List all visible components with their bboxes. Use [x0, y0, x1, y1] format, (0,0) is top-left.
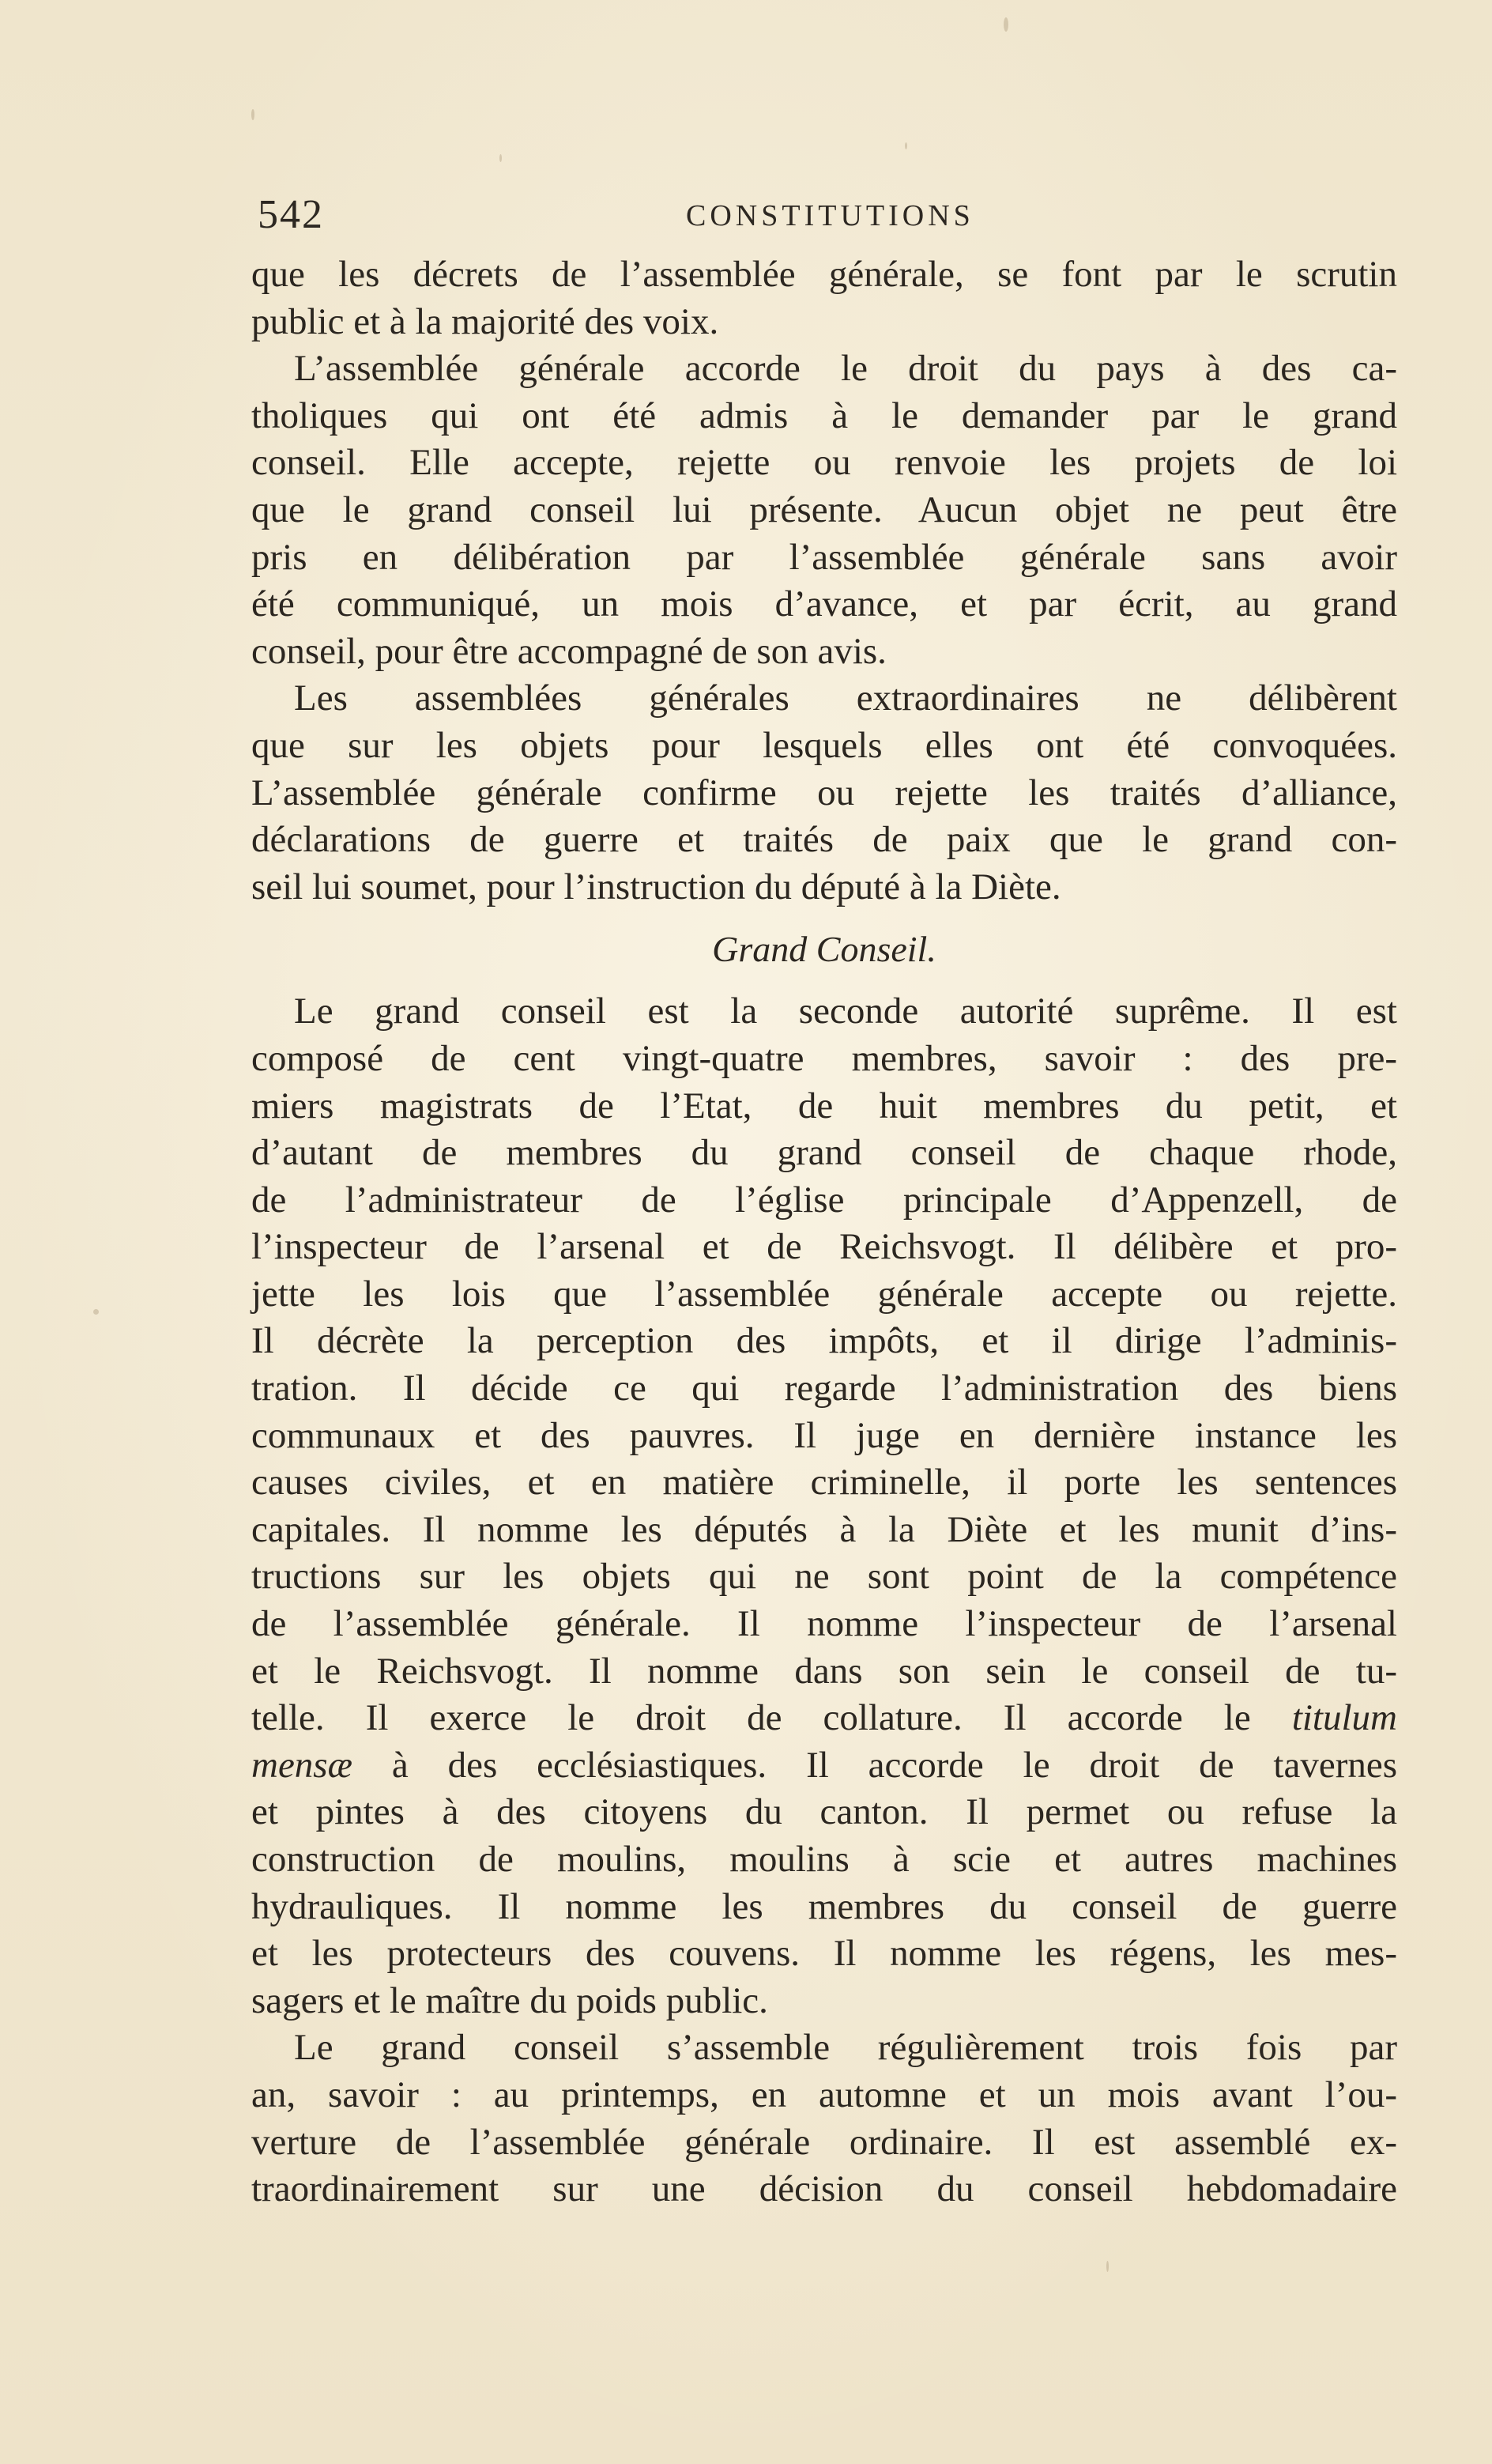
- running-head: CONSTITUTIONS: [686, 199, 974, 232]
- page-number: 542: [258, 192, 324, 237]
- paper-speck: [905, 142, 907, 149]
- text-line: d’autant de membres du grand conseil de chaque rhode,: [251, 1132, 1397, 1174]
- text-line: et pintes à des citoyens du canton. Il permet ou refuse la: [251, 1791, 1397, 1833]
- text-line-with-italic: [251, 1695, 1397, 1742]
- text-line-with-italic: [251, 1742, 1397, 1790]
- text-line: L’assemblée générale accorde le droit du pays à des ca-: [294, 348, 1397, 390]
- text-line: été communiqué, un mois d’avance, et par écrit, au grand: [251, 583, 1397, 625]
- text-line: Les assemblées générales extraordinaires ne délibèrent: [294, 677, 1397, 719]
- paper-speck: [93, 1309, 99, 1315]
- text-line: verture de l’assemblée générale ordinaire. Il est assemblé ex-: [251, 2121, 1397, 2163]
- text-line: Il décrète la perception des impôts, et il dirige l’adminis-: [251, 1320, 1397, 1362]
- text-segment: telle. Il exerce le droit de collature. Il accorde le: [251, 1697, 1251, 1739]
- italic-phrase: titulum: [1291, 1697, 1397, 1739]
- paper-speck: [1004, 17, 1008, 32]
- text-line: conseil, pour être accompagné de son avis.: [251, 630, 887, 672]
- text-line: seil lui soumet, pour l’instruction du député à la Diète.: [251, 866, 1061, 907]
- text-line: déclarations de guerre et traités de paix que le grand con-: [251, 819, 1397, 861]
- text-line: et les protecteurs des couvens. Il nomme les régens, les mes-: [251, 1933, 1397, 1975]
- text-line: tration. Il décide ce qui regarde l’administration des biens: [251, 1368, 1397, 1409]
- text-line: et le Reichsvogt. Il nomme dans son sein le conseil de tu-: [251, 1650, 1397, 1692]
- text-line: Le grand conseil s’assemble régulièrement trois fois par: [294, 2027, 1397, 2069]
- text-line: l’inspecteur de l’arsenal et de Reichsvogt. Il délibère et pro-: [251, 1226, 1397, 1268]
- text-line: tructions sur les objets qui ne sont point de la compétence: [251, 1556, 1397, 1598]
- paper-speck: [499, 154, 502, 162]
- text-line: conseil. Elle accepte, rejette ou renvoie les projets de loi: [251, 442, 1397, 484]
- text-line: que sur les objets pour lesquels elles ont été convoquées.: [251, 724, 1397, 766]
- text-line: tholiques qui ont été admis à le demander par le grand: [251, 394, 1397, 436]
- text-line: capitales. Il nomme les députés à la Diète et les munit d’ins-: [251, 1508, 1397, 1550]
- text-segment: à des ecclésiastiques. Il accorde le droit de tavernes: [352, 1744, 1397, 1786]
- paper-speck: [1106, 2261, 1109, 2272]
- text-line: hydrauliques. Il nomme les membres du conseil de guerre: [251, 1885, 1397, 1927]
- text-line: miers magistrats de l’Etat, de huit membres du petit, et: [251, 1085, 1397, 1126]
- text-line: jette les lois que l’assemblée générale accepte ou rejette.: [251, 1273, 1397, 1315]
- text-line: L’assemblée générale confirme ou rejette les traités d’alliance,: [251, 772, 1397, 813]
- text-line: communaux et des pauvres. Il juge en dernière instance les: [251, 1414, 1397, 1456]
- text-line: sagers et le maître du poids public.: [251, 1979, 768, 2021]
- text-line: construction de moulins, moulins à scie et autres machines: [251, 1839, 1397, 1880]
- italic-phrase: mensæ: [251, 1744, 352, 1786]
- text-line: public et à la majorité des voix.: [251, 300, 719, 342]
- text-line: pris en délibération par l’assemblée générale sans avoir: [251, 536, 1397, 578]
- text-line: que le grand conseil lui présente. Aucun objet ne peut être: [251, 489, 1397, 530]
- text-line: an, savoir : au printemps, en automne et un mois avant l’ou-: [251, 2073, 1397, 2115]
- page-header: [251, 191, 1397, 239]
- text-line: que les décrets de l’assemblée générale, se font par le scrutin: [251, 254, 1397, 295]
- text-line: de l’assemblée générale. Il nomme l’inspecteur de l’arsenal: [251, 1603, 1397, 1645]
- text-line: Le grand conseil est la seconde autorité suprême. Il est: [294, 991, 1397, 1032]
- paper-speck: [251, 109, 254, 120]
- text-line: causes civiles, et en matière criminelle, il porte les sentences: [251, 1462, 1397, 1504]
- text-line: composé de cent vingt-quatre membres, savoir : des pre-: [251, 1037, 1397, 1079]
- body-text: [251, 251, 1397, 2213]
- text-line: traordinairement sur une décision du conseil hebdomadaire: [251, 2168, 1397, 2210]
- section-heading: Grand Conseil.: [712, 929, 936, 970]
- text-line: de l’administrateur de l’église principale d’Appenzell, de: [251, 1179, 1397, 1221]
